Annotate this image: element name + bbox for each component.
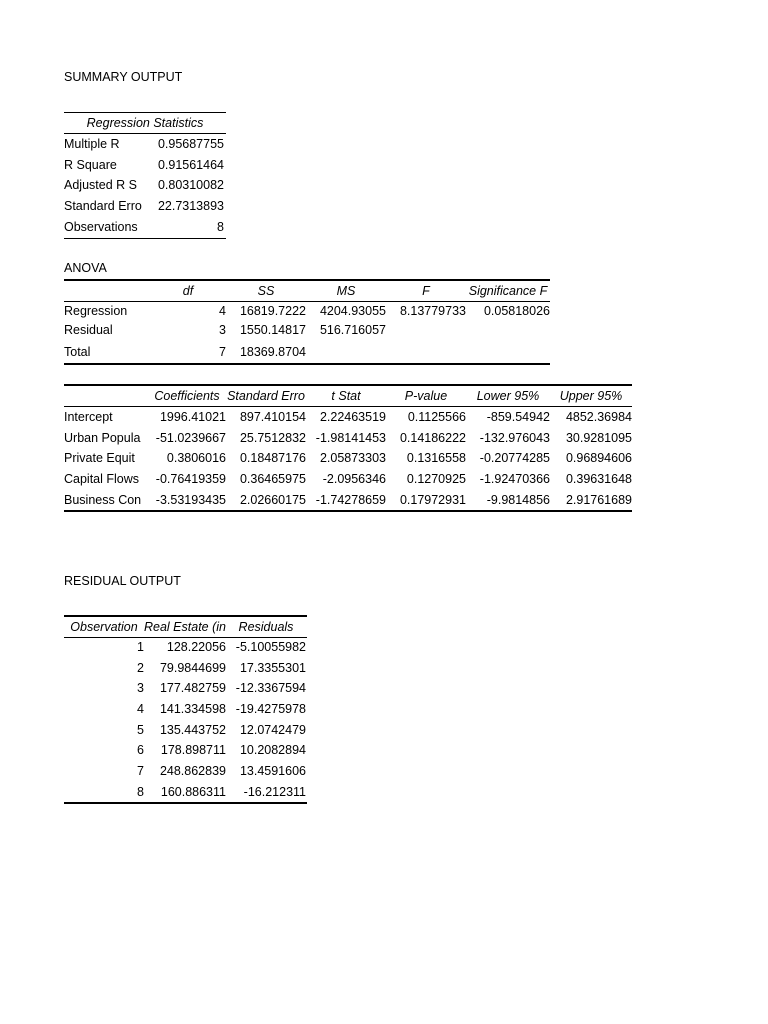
table-cell: 2.22463519 bbox=[319, 410, 386, 424]
table-cell: 13.4591606 bbox=[239, 764, 306, 778]
table-row bbox=[64, 658, 307, 678]
table-row bbox=[64, 428, 632, 448]
table-cell: 10.2082894 bbox=[239, 743, 306, 757]
row-label: Intercept bbox=[64, 410, 113, 424]
table-cell: 897.410154 bbox=[239, 410, 306, 424]
table-cell: 12.0742479 bbox=[239, 723, 306, 737]
table-cell: 128.22056 bbox=[166, 640, 226, 654]
table-cell bbox=[466, 320, 550, 340]
anova-title: ANOVA bbox=[64, 261, 107, 275]
table-cell: 178.898711 bbox=[160, 743, 226, 757]
column-header: Significance F bbox=[468, 284, 548, 298]
table-cell: -9.9814856 bbox=[486, 493, 550, 507]
table-cell: -12.3367594 bbox=[235, 681, 306, 695]
table-cell: 2.02660175 bbox=[239, 493, 306, 507]
column-header bbox=[64, 281, 150, 301]
table-bottom-rule bbox=[64, 363, 550, 365]
table-row bbox=[64, 301, 550, 321]
table-cell: 2.91761689 bbox=[565, 493, 632, 507]
table-cell: 0.14186222 bbox=[399, 431, 466, 445]
table-cell: 16819.7222 bbox=[239, 304, 306, 318]
column-header: MS bbox=[336, 284, 356, 298]
table-cell: 4204.93055 bbox=[319, 304, 386, 318]
table-row bbox=[64, 490, 632, 510]
table-cell: 177.482759 bbox=[159, 681, 226, 695]
table-cell: -0.20774285 bbox=[479, 451, 550, 465]
table-cell bbox=[386, 342, 466, 362]
column-header: SS bbox=[257, 284, 275, 298]
table-cell: 30.9281095 bbox=[565, 431, 632, 445]
table-cell: 1996.41021 bbox=[159, 410, 226, 424]
table-bottom-rule bbox=[64, 238, 226, 239]
table-cell: 2.05873303 bbox=[319, 451, 386, 465]
table-cell: -51.0239667 bbox=[155, 431, 226, 445]
stat-value: 22.7313893 bbox=[157, 199, 224, 213]
anova-table bbox=[64, 279, 550, 369]
observation-number: 2 bbox=[137, 661, 144, 675]
table-cell bbox=[306, 342, 386, 362]
table-cell: -132.976043 bbox=[479, 431, 550, 445]
observation-number: 4 bbox=[137, 702, 144, 716]
table-cell: 0.1125566 bbox=[407, 410, 466, 424]
regression-statistics-table bbox=[64, 112, 226, 242]
table-row bbox=[64, 637, 307, 657]
table-cell: -16.212311 bbox=[243, 785, 306, 799]
stat-label: Multiple R bbox=[64, 137, 120, 151]
table-cell: -1.98141453 bbox=[315, 431, 386, 445]
table-row bbox=[64, 175, 226, 195]
row-label: Capital Flows bbox=[64, 472, 140, 486]
table-cell: -0.76419359 bbox=[155, 472, 226, 486]
table-cell: 0.36465975 bbox=[239, 472, 306, 486]
table-row bbox=[64, 320, 550, 340]
table-cell bbox=[386, 320, 466, 340]
summary-output-title: SUMMARY OUTPUT bbox=[64, 70, 183, 84]
table-cell: 135.443752 bbox=[159, 723, 226, 737]
regression-statistics-header-row bbox=[64, 113, 226, 133]
residual-output-title: RESIDUAL OUTPUT bbox=[64, 574, 181, 588]
residual-header-row bbox=[64, 617, 307, 637]
table-cell: 516.716057 bbox=[319, 323, 386, 337]
stat-value: 0.95687755 bbox=[157, 137, 224, 151]
table-cell: 0.1316558 bbox=[406, 451, 466, 465]
table-row bbox=[64, 761, 307, 781]
table-cell: 1550.14817 bbox=[239, 323, 306, 337]
table-cell: 0.17972931 bbox=[399, 493, 466, 507]
table-row bbox=[64, 155, 226, 175]
table-bottom-rule bbox=[64, 510, 632, 512]
column-header: t Stat bbox=[331, 389, 361, 403]
column-header: Observation bbox=[70, 620, 138, 634]
column-header: Standard Erro bbox=[227, 389, 305, 403]
row-label: Private Equit bbox=[64, 451, 135, 465]
column-header bbox=[64, 386, 148, 406]
column-header: F bbox=[422, 284, 430, 298]
row-label: Urban Popula bbox=[64, 431, 141, 445]
table-cell: -2.0956346 bbox=[322, 472, 386, 486]
table-cell: 3 bbox=[219, 323, 226, 337]
table-row bbox=[64, 782, 307, 802]
table-cell: 79.9844699 bbox=[159, 661, 226, 675]
table-cell: 0.3806016 bbox=[166, 451, 226, 465]
table-cell: -3.53193435 bbox=[155, 493, 226, 507]
row-label: Total bbox=[64, 345, 91, 359]
table-cell: -5.10055982 bbox=[235, 640, 306, 654]
column-header: Upper 95% bbox=[559, 389, 623, 403]
table-row bbox=[64, 740, 307, 760]
table-row bbox=[64, 407, 632, 427]
table-cell bbox=[466, 342, 550, 362]
stat-label: R Square bbox=[64, 158, 117, 172]
column-header: Lower 95% bbox=[476, 389, 540, 403]
column-header: df bbox=[182, 284, 194, 298]
table-cell: 0.05818026 bbox=[483, 304, 550, 318]
anova-header-row bbox=[64, 281, 550, 301]
table-cell: 17.3355301 bbox=[239, 661, 306, 675]
table-cell: 8.13779733 bbox=[399, 304, 466, 318]
column-header: Coefficients bbox=[154, 389, 220, 403]
observation-number: 8 bbox=[137, 785, 144, 799]
table-cell: 248.862839 bbox=[159, 764, 226, 778]
column-header: P-value bbox=[404, 389, 448, 403]
table-cell: 0.39631648 bbox=[565, 472, 632, 486]
observation-number: 6 bbox=[137, 743, 144, 757]
observation-number: 3 bbox=[137, 681, 144, 695]
table-row bbox=[64, 720, 307, 740]
table-cell: 4 bbox=[219, 304, 226, 318]
table-cell: 0.18487176 bbox=[239, 451, 306, 465]
table-cell: 160.886311 bbox=[160, 785, 226, 799]
observation-number: 7 bbox=[137, 764, 144, 778]
table-cell: 25.7512832 bbox=[239, 431, 306, 445]
table-row bbox=[64, 699, 307, 719]
row-label: Regression bbox=[64, 304, 128, 318]
observation-number: 1 bbox=[137, 640, 144, 654]
residual-output-table bbox=[64, 615, 307, 807]
table-cell: 141.334598 bbox=[159, 702, 226, 716]
table-row bbox=[64, 196, 226, 216]
table-row bbox=[64, 342, 550, 362]
table-cell: 0.96894606 bbox=[565, 451, 632, 465]
table-cell: 7 bbox=[219, 345, 226, 359]
table-row bbox=[64, 134, 226, 154]
table-cell: 4852.36984 bbox=[565, 410, 632, 424]
stat-value: 8 bbox=[217, 220, 224, 234]
row-label: Business Con bbox=[64, 493, 142, 507]
table-bottom-rule bbox=[64, 802, 307, 804]
stat-value: 0.80310082 bbox=[157, 178, 224, 192]
table-row bbox=[64, 448, 632, 468]
regression-statistics-header: Regression Statistics bbox=[86, 116, 204, 130]
table-cell: -859.54942 bbox=[486, 410, 550, 424]
coefficients-header-row bbox=[64, 386, 632, 406]
table-cell: -1.92470366 bbox=[479, 472, 550, 486]
column-header: Residuals bbox=[238, 620, 294, 634]
table-row bbox=[64, 217, 226, 237]
observation-number: 5 bbox=[137, 723, 144, 737]
table-cell: -1.74278659 bbox=[315, 493, 386, 507]
stat-label: Standard Erro bbox=[64, 199, 142, 213]
row-label: Residual bbox=[64, 323, 113, 337]
table-cell: 18369.8704 bbox=[239, 345, 306, 359]
stat-value: 0.91561464 bbox=[157, 158, 224, 172]
stat-label: Observations bbox=[64, 220, 138, 234]
column-header: Real Estate (in bbox=[144, 620, 226, 634]
table-row bbox=[64, 469, 632, 489]
coefficients-table bbox=[64, 384, 632, 516]
table-row bbox=[64, 678, 307, 698]
table-cell: -19.4275978 bbox=[235, 702, 306, 716]
table-cell: 0.1270925 bbox=[406, 472, 466, 486]
stat-label: Adjusted R S bbox=[64, 178, 137, 192]
